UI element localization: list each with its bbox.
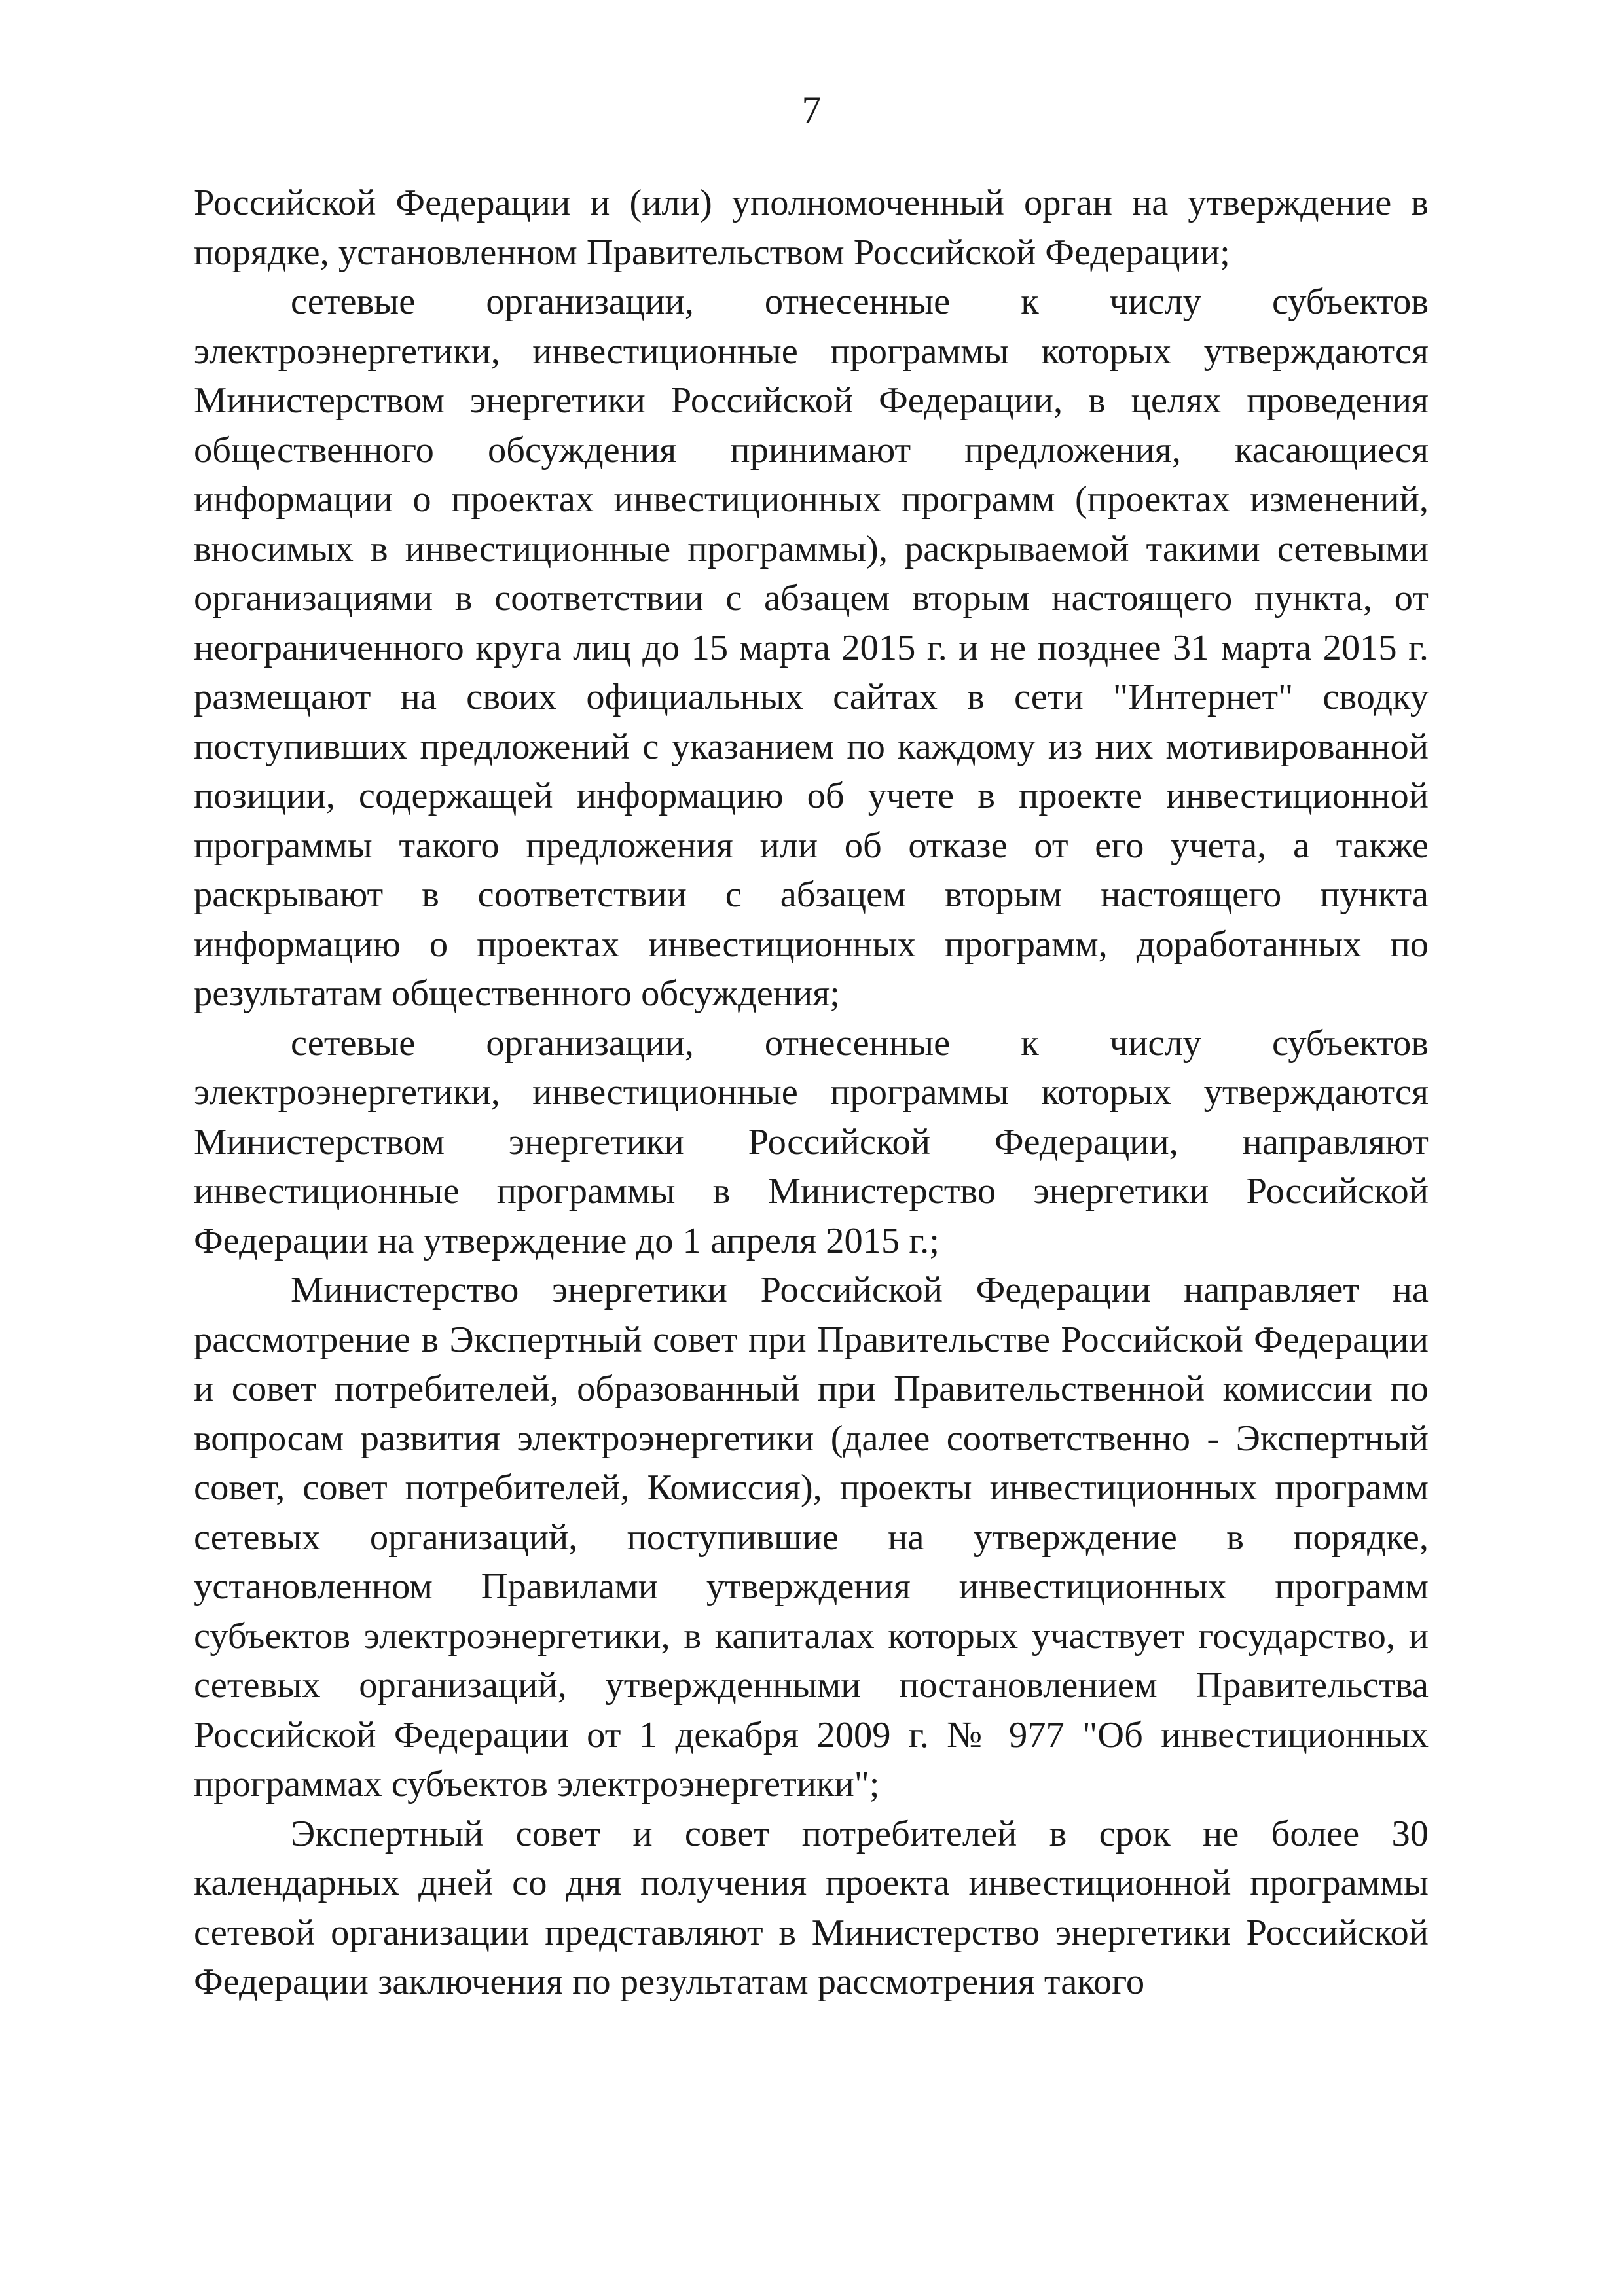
paragraph-ministry-referral: Министерство энергетики Российской Федерации направляет на рассмотрение в Экспертный совет при Правительстве Российской Федерации и совет потребителей, образованный при Правительственной комиссии по вопросам развития электроэнергетики (далее соответственно - Экспертный совет, совет потребителей, Комиссия), проекты инвестиционных программ сетевых организаций, поступившие на утверждение в порядке, установленном Правилами утверждения инвестиционных программ субъектов электроэнергетики, в капиталах которых участвует государство, и сетевых организаций, утвержденными постановлением Правительства Российской Федерации от 1 декабря 2009 г. № 977 "Об инвестиционных программах субъектов электроэнергетики"; xyxy=(194,1270,1429,1804)
paragraph-expert-council-conclusions: Экспертный совет и совет потребителей в срок не более 30 календарных дней со дня получения проекта инвестиционной программы сетевой организации представляют в Министерство энергетики Российской Федерации заключения по результатам рассмотрения такого xyxy=(194,1813,1429,2002)
paragraph-network-orgs-submission: сетевые организации, отнесенные к числу субъектов электроэнергетики, инвестиционные программы которых утверждаются Министерством энергетики Российской Федерации, направляют инвестиционные программы в Министерство энергетики Российской Федерации на утверждение до 1 апреля 2015 г.; xyxy=(194,1022,1429,1261)
page-number: 7 xyxy=(801,88,822,132)
document-body xyxy=(194,179,1429,2007)
paragraph-network-orgs-discussion: сетевые организации, отнесенные к числу субъектов электроэнергетики, инвестиционные программы которых утверждаются Министерством энергетики Российской Федерации, в целях проведения общественного обсуждения принимают предложения, касающиеся информации о проектах инвестиционных программ (проектах изменений, вносимых в инвестиционные программы), раскрываемой такими сетевыми организациями в соответствии с абзацем вторым настоящего пункта, от неограниченного круга лиц до 15 марта 2015 г. и не позднее 31 марта 2015 г. размещают на своих официальных сайтах в сети "Интернет" сводку поступивших предложений с указанием по каждому из них мотивированной позиции, содержащей информацию об учете в проекте инвестиционной программы такого предложения или об отказе от его учета, а также раскрывают в соответствии с абзацем вторым настоящего пункта информацию о проектах инвестиционных программ, доработанных по результатам общественного обсуждения; xyxy=(194,281,1429,1014)
paragraph-continuation: Российской Федерации и (или) уполномоченный орган на утверждение в порядке, установленном Правительством Российской Федерации; xyxy=(194,183,1429,273)
